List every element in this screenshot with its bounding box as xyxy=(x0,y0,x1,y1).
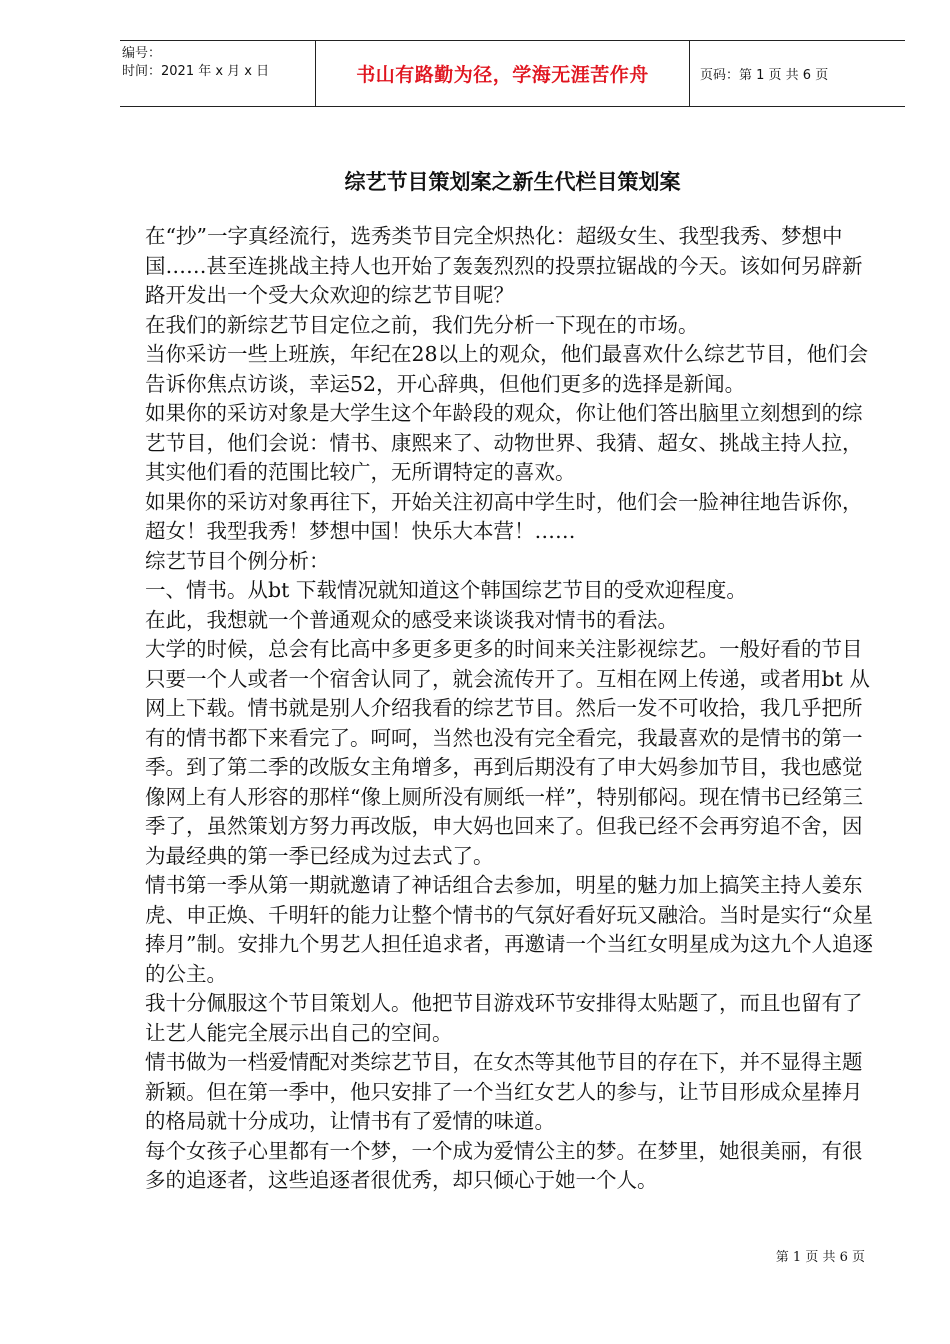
body-paragraph: 每个女孩子心里都有一个梦，一个成为爱情公主的梦。在梦里，她很美丽，有很多的追逐者，这些追逐者很优秀，却只倾心于她一个人。 xyxy=(145,1138,863,1192)
document-header xyxy=(120,40,905,107)
document-body xyxy=(145,222,880,1196)
body-paragraph: 综艺节目个例分析： xyxy=(145,548,330,573)
header-page-info: 页码：第 1 页 共 6 页 xyxy=(700,68,829,83)
body-paragraph: 一、情书。从bt 下载情况就知道这个韩国综艺节目的受欢迎程度。 xyxy=(145,578,747,602)
header-meta-cell xyxy=(120,41,316,106)
document-time-label: 时间：2021 年 x 月 x 日 xyxy=(122,64,270,79)
header-motto: 书山有路勤为径，学海无涯苦作舟 xyxy=(356,64,649,86)
body-paragraph: 如果你的采访对象是大学生这个年龄段的观众，你让他们答出脑里立刻想到的综艺节目，他们会说：情书、康熙来了、动物世界、我猜、超女、挑战主持人拉，其实他们看的范围比较广，无所谓特定的喜欢。 xyxy=(145,401,863,484)
body-paragraph: 情书做为一档爱情配对类综艺节目，在女杰等其他节目的存在下，并不显得主题新颖。但在第一季中，他只安排了一个当红女艺人的参与，让节目形成众星捧月的格局就十分成功，让情书有了爱情的味道。 xyxy=(145,1050,863,1133)
document-title: 综艺节目策划案之新生代栏目策划案 xyxy=(344,170,681,194)
body-paragraph: 我十分佩服这个节目策划人。他把节目游戏环节安排得太贴题了，而且也留有了让艺人能完全展示出自己的空间。 xyxy=(145,991,863,1045)
header-motto-cell xyxy=(316,41,690,106)
body-paragraph: 如果你的采访对象再往下，开始关注初高中学生时，他们会一脸神往地告诉你，超女！我型我秀！梦想中国！快乐大本营！…… xyxy=(145,489,863,543)
body-paragraph: 在我们的新综艺节目定位之前，我们先分析一下现在的市场。 xyxy=(145,312,699,337)
body-paragraph: 在“抄”一字真经流行，选秀类节目完全炽热化：超级女生、我型我秀、梦想中国……甚至连挑战主持人也开始了轰轰烈烈的投票拉锯战的今天。该如何另辟新路开发出一个受大众欢迎的综艺节目呢？ xyxy=(145,224,863,307)
page-footer: 第 1 页 共 6 页 xyxy=(775,1250,865,1265)
body-paragraph: 当你采访一些上班族，年纪在28以上的观众，他们最喜欢什么综艺节目，他们会告诉你焦点访谈，幸运52，开心辞典，但他们更多的选择是新闻。 xyxy=(145,342,869,396)
document-number-label: 编号： xyxy=(122,46,162,61)
body-paragraph: 大学的时候，总会有比高中多更多更多的时间来关注影视综艺。一般好看的节目只要一个人或者一个宿舍认同了，就会流传开了。互相在网上传递，或者用bt 从网上下载。情书就是别人介绍我看的综艺节目。然后一发不可收拾，我几乎把所有的情书都下来看完了。呵呵，当然也没有完全看完，我最喜欢的是情书的第一季。到了第二季的改版女主角增多，再到后期没有了申大妈参加节目，我也感觉像网上有人形容的那样“像上厕所没有厕纸一样”，特别郁闷。现在情书已经第三季了，虽然策划方努力再改版，申大妈也回来了。但我已经不会再穷追不舍，因为最经典的第一季已经成为过去式了。 xyxy=(145,637,870,868)
body-paragraph: 在此，我想就一个普通观众的感受来谈谈我对情书的看法。 xyxy=(145,607,678,632)
header-page-cell xyxy=(690,41,905,106)
body-paragraph: 情书第一季从第一期就邀请了神话组合去参加，明星的魅力加上搞笑主持人姜东虎、申正焕、千明轩的能力让整个情书的气氛好看好玩又融洽。当时是实行“众星捧月”制。安排九个男艺人担任追求者，再邀请一个当红女明星成为这九个人追逐的公主。 xyxy=(145,873,873,986)
